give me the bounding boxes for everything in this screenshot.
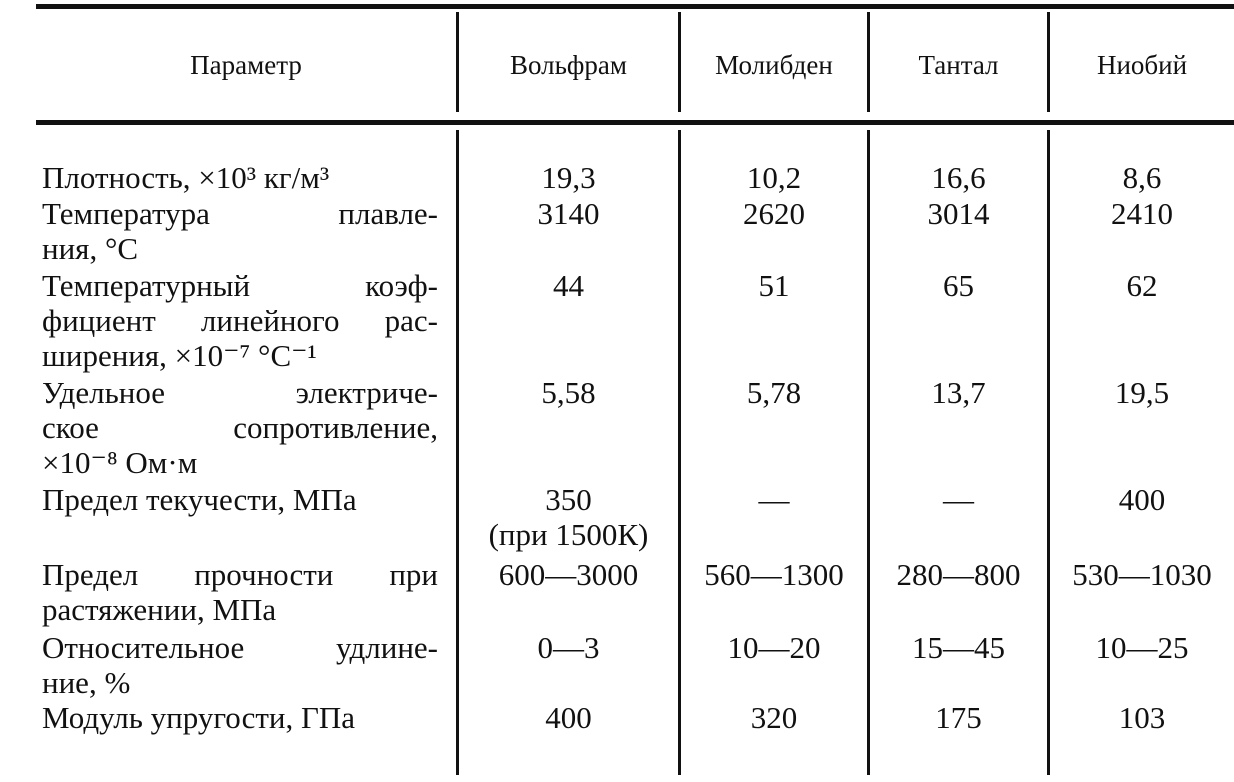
row-label xyxy=(42,196,438,266)
cell-nb: 400 xyxy=(1118,482,1166,517)
cell-ta: 3014 xyxy=(927,196,990,231)
cell-ta: 13,7 xyxy=(931,375,986,410)
cell-nb: 530—1030 xyxy=(1072,557,1212,592)
row-label-line: Удельное электриче- xyxy=(42,375,438,410)
cell-nb: 8,6 xyxy=(1122,160,1162,195)
cell-w: 400 xyxy=(545,700,592,735)
header-molybdenum: Молибден xyxy=(715,49,833,80)
cell-mo: 560—1300 xyxy=(704,557,844,592)
row-label-line: ширения, ×10⁻⁷ °C⁻¹ xyxy=(42,338,317,373)
row-label-line: ×10⁻⁸ Ом·м xyxy=(42,445,198,480)
row-label-line: Температурный коэф- xyxy=(42,268,438,303)
cell-mo: 10,2 xyxy=(746,160,802,195)
cell-w: 350 xyxy=(545,482,592,517)
cell-w: 600—3000 xyxy=(498,557,639,592)
row-label-line: Предел прочности при xyxy=(42,557,438,592)
row-label-line: Плотность, ×10³ кг/м³ xyxy=(42,160,330,195)
cell-w: 5,58 xyxy=(541,375,596,410)
cell-ta: 175 xyxy=(935,700,982,735)
row-label xyxy=(42,375,438,480)
cell-mo: 320 xyxy=(750,700,798,735)
cell-ta: 280—800 xyxy=(896,557,1021,592)
row-label-line: ния, °C xyxy=(42,231,139,266)
row-label xyxy=(42,557,438,627)
row-label-line: Относительное удлине- xyxy=(42,630,438,665)
cell-w: (при 1500К) xyxy=(488,517,649,552)
row-label-line: Предел текучести, МПа xyxy=(42,482,357,517)
row-label xyxy=(42,482,438,517)
cell-mo: — xyxy=(758,482,790,517)
cell-mo: 2620 xyxy=(743,196,805,231)
header-niobium: Ниобий xyxy=(1096,49,1188,80)
cell-nb: 10—25 xyxy=(1095,630,1189,665)
header-rule xyxy=(36,120,1234,125)
cell-w: 3140 xyxy=(537,196,600,231)
row-label-line: фициент линейного рас- xyxy=(42,303,438,338)
header-tungsten: Вольфрам xyxy=(509,49,627,80)
cell-ta: — xyxy=(943,482,974,517)
cell-ta: 16,6 xyxy=(931,160,986,195)
row-label xyxy=(42,630,438,700)
row-label-line: ние, % xyxy=(42,665,131,700)
cell-w: 0—3 xyxy=(537,630,600,665)
row-label xyxy=(42,268,438,373)
cell-mo: 10—20 xyxy=(727,630,821,665)
row-label xyxy=(42,160,438,195)
cell-w: 44 xyxy=(553,268,584,303)
cell-ta: 65 xyxy=(943,268,974,303)
row-label-line: Модуль упругости, ГПа xyxy=(42,700,356,735)
cell-nb: 103 xyxy=(1118,700,1166,735)
header-tantalum: Тантал xyxy=(918,49,999,80)
cell-w: 19,3 xyxy=(541,160,596,195)
top-rule xyxy=(36,4,1234,9)
row-label-line: Температура плавле- xyxy=(42,196,438,231)
cell-mo: 5,78 xyxy=(746,375,802,410)
row-label-line: ское сопротивление, xyxy=(42,410,438,445)
cell-nb: 62 xyxy=(1126,268,1158,303)
cell-mo: 51 xyxy=(758,268,790,303)
row-label xyxy=(42,700,438,735)
row-label-line: растяжении, МПа xyxy=(42,592,277,627)
header-param: Параметр xyxy=(190,49,302,80)
cell-ta: 15—45 xyxy=(912,630,1005,665)
cell-nb: 19,5 xyxy=(1114,375,1170,410)
cell-nb: 2410 xyxy=(1111,196,1173,231)
